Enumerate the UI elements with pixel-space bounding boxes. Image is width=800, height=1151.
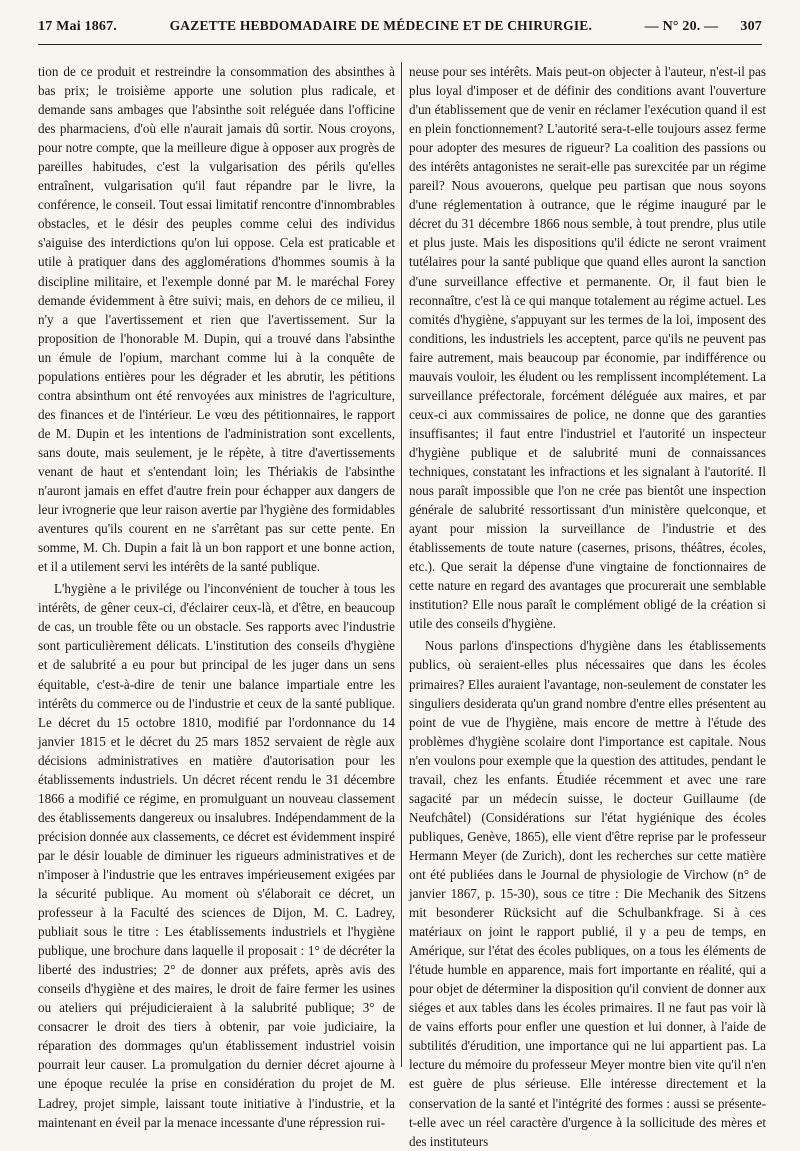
text-columns: [38, 62, 766, 1149]
paragraph-absinthe: tion de ce produit et restreindre la consommation des absinthes à bas prix; le troisième apporte une solution plus radicale, et demande sans ambages que l'absinthe soit reléguée dans l'officine des pharmaciens, d'où elle n'aurait jamais dû sortir. Nous croyons, pour notre compte, que la meilleure digue à opposer aux progrès de pareilles habitudes, c'est la vulgarisation des périls qu'elles entraînent, vulgarisation qu'il faut répandre par le livre, la conférence, le conseil. Tout essai limitatif rencontre d'innombrables obstacles, et le désir des peuples comme celui des individus s'aiguise des interdictions qu'on lui oppose. Cela est praticable et utile à pratiquer dans des agglomérations d'hommes soumis à la discipline militaire, et l'exemple donné par M. le maréchal Forey demande évidemment à être suivi; mais, en dehors de ce milieu, il n'y a que l'avertissement et rien que l'avertissement. Sur la proposition de l'honorable M. Dupin, qui a trouvé dans l'absinthe un émule de l'opium, marchant comme lui à la conquête de populations entières pour les dégrader et les abrutir, les pétitions contra absinthum ont été renvoyées aux ministres de l'agriculture, des finances et de l'intérieur. Le vœu des pétitionnaires, le rapport de M. Dupin et les intentions de l'administration sont excellents, sans doute, mais seulement, je le répète, à titre d'avertissements venant de haut et s'entendant loin; les Thériakis de l'absinthe n'auront jamais en effet d'autre frein pour échapper aux dangers de leur ivrognerie que leur raison avertie par l'hygiène des formidables aventures qu'ils courent en ne s'arrêtant pas sur cette pente. En somme, M. Ch. Dupin a fait là un bon rapport et une bonne action, et il a utilement servi les intérêts de la santé publique.: [38, 64, 395, 575]
page-header: [38, 18, 762, 45]
paragraph-hygiene-industry: L'hygiène a le privilége ou l'inconvénient de toucher à tous les intérêts, de gêner ceux-ci, d'éclairer ceux-là, et d'être, en beaucoup de cas, un trouble fête ou un obstacle. Ses rapports avec l'industrie sont particulièrement délicats. L'institution des conseils d'hygiène et de salubrité a eu pour but principal de les juger dans un sens équitable, c'est-à-dire de tenir une balance impartiale entre les intérêts du commerce ou de l'industrie et ceux de la santé publique. Le décret du 15 octobre 1810, modifié par l'ordonnance du 14 janvier 1815 et le décret du 25 mars 1852 servaient de règle aux décisions administratives en matière d'autorisation pour les établissements industriels. Un décret récent rendu le 31 décembre 1866 a modifié ce régime, en promulguant un nouveau classement des établissements dangereux ou insalubres. Indépendamment de la précision donnée aux classements, ce décret est évidemment inspiré par le désir louable de diminuer les rigueurs administratives et de n'imposer à l'industrie que les entraves impérieusement exigées par la sécurité publique. Au moment où s'élaborait ce décret, un professeur à la Faculté des sciences de Dijon, M. C. Ladrey, publiait sous le titre : Les établissements industriels et l'hygiène publique, une brochure dans laquelle il proposait : 1° de décréter la liberté des industries; 2° de donner aux préfets, après avis des conseils d'hygiène et des maires, le droit de faire fermer les usines ou ateliers qui préjudicieraient à la salubrité publique; 3° de consacrer le droit des tiers à obtenir, par voie judiciaire, la réparation des dommages qu'un établissement industriel voisin pourrait leur causer. La promulgation du dernier décret ajourne à une époque reculée la prise en considération du projet de M. Ladrey, projet simple, laissant toute initiative à l'industrie, et la maintenant en éveil par la menace incessante d'une répression rui-: [38, 581, 395, 1130]
header-date: 17 Mai 1867.: [38, 19, 118, 34]
header-right: [645, 19, 762, 35]
issue-number: — N° 20. —: [644, 19, 719, 34]
page-number: 307: [740, 19, 762, 34]
left-column: [38, 62, 395, 1130]
paragraph-surveillance: neuse pour ses intérêts. Mais peut-on objecter à l'auteur, n'est-il pas plus loyal d'imposer et de définir des conditions avant l'ouverture d'un établissement que de venir en réclamer l'exécution quand il est en plein fonctionnement? L'autorité sera-t-elle toujours assez ferme pour adopter des mesures de rigueur? La coalition des passions ou des intérêts antagonistes ne serait-elle pas surexcitée par un régime pareil? Nous avouerons, quelque peu partisan que nous soyons d'une réglementation à outrance, que le régime inauguré par le décret du 31 décembre 1866 nous semble, à tout prendre, plus utile et plus juste. Mais les dispositions qu'il édicte ne seront vraiment tutélaires pour la santé publique que quand elles auront la sanction d'une surveillance effective et permanente. Or, il faut bien le reconnaître, c'est là ce qui manque totalement au régime actuel. Les comités d'hygiène, s'appuyant sur les termes de la loi, imposent des conditions, les industriels les acceptent, parce qu'ils ne peuvent pas faire autrement, mais beaucoup par économie, par indifférence ou mauvais vouloir, les éludent ou les remplissent incomplétement. La surveillance préfectorale, forcément déléguée aux maires, et par ceux-ci aux commissaires de police, ne donne que des garanties insuffisantes; il faut entre l'industriel et l'autorité un inspecteur d'hygiène publique et de salubrité muni de connaissances techniques, constatant les infractions et les signalant à l'autorité. Il nous paraît impossible que l'on ne crée pas bientôt une inspection générale de salubrité ressortissant d'un ministère quelconque, et ayant pour mission la surveillance de l'industrie et des établissements de toute nature (casernes, prisons, théâtres, écoles, etc.). Que serait la dépense d'une vingtaine de fonctionnaires de cette nature en regard des avantages que procurerait une semblable institution? Elle nous paraît le complément obligé de la création si utile des conseils d'hygiène.: [409, 64, 766, 632]
journal-title: GAZETTE HEBDOMADAIRE DE MÉDECINE ET DE CHIRURGIE.: [169, 18, 593, 33]
right-column: [409, 62, 766, 1149]
paragraph-schools: Nous parlons d'inspections d'hygiène dans les établissements publics, où seraient-elles plus nécessaires que dans les écoles primaires? Elles auraient l'avantage, non-seulement de constater les singuliers desiderata qu'un grand nombre d'entre elles présentent au point de vue de l'hygiène, mais encore de mettre à l'étude des problèmes d'hygiène scolaire dont l'importance est capitale. Nous n'en voulons pour exemple que la question des attitudes, pendant le travail, chez les enfants. Étudiée récemment et avec une rare sagacité par un médecin suisse, le docteur Guillaume (de Neufchâtel) (Considérations sur l'état hygiénique des écoles publiques, Genève, 1865), elle vient d'être reprise par le professeur Hermann Meyer (de Zurich), dont les recherches sur cette matière ont été publiées dans le Journal de physiologie de Virchow (n° de janvier 1867, p. 15-30), sous ce titre : Die Mechanik des Sitzens mit besonderer Rücksicht auf die Schulbankfrage. Si à ces matériaux on joint le rapport publié, il y a peu de temps, en Amérique, sur l'état des écoles publiques, on a tous les éléments de l'étude humble en apparence, mais fort importante en réalité, qui a pour objet de déterminer la disposition qu'il convient de donner aux siéges et aux tables dans les écoles primaires. Il ne faut pas voir là de vains efforts pour enfler une question et lui donner, à l'aide de subtilités d'érudition, une importance qui ne lui appartient pas. La lecture du mémoire du professeur Meyer montre bien vite qu'il n'en est guère de plus sérieuse. Elle intéresse directement et la conservation de la santé et l'intégrité des formes : aussi se présente-t-elle avec un réel caractère d'urgence à la sollicitude des mères et des instituteurs: [409, 638, 766, 1149]
